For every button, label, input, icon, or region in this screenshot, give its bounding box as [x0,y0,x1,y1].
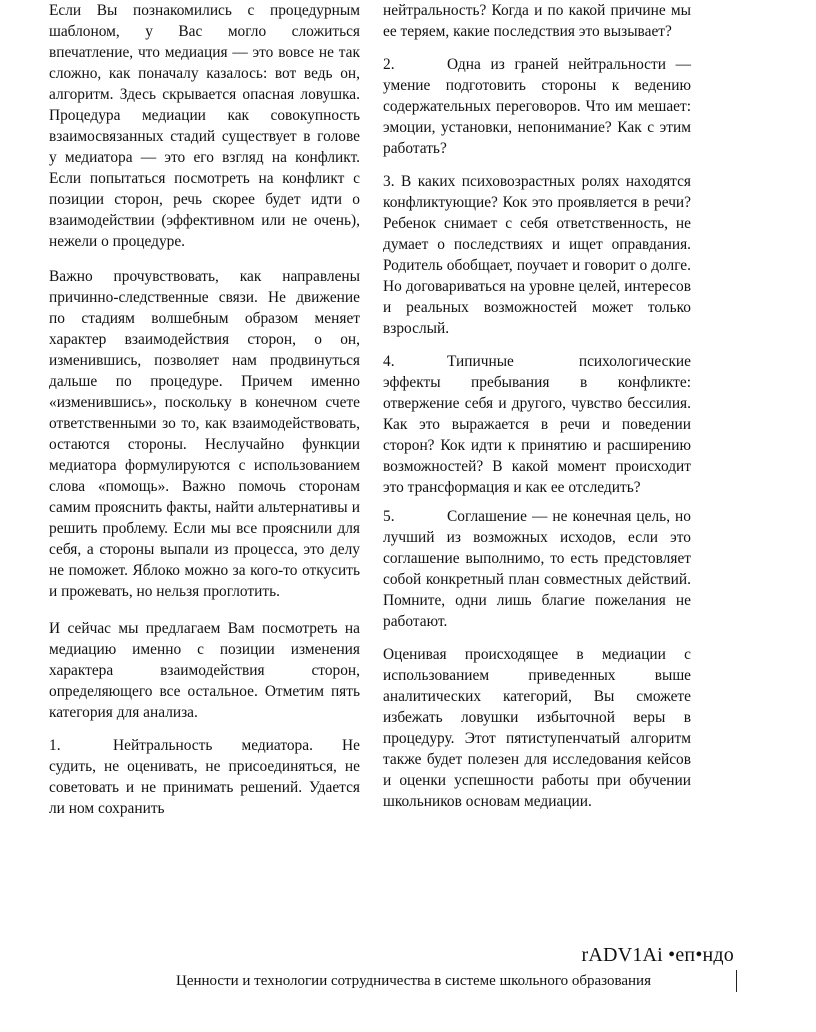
list-item-5 [383,506,691,632]
intro-paragraph: Если Вы познакомились с процедурным шаблоном, у Вас могло сложиться впечатление, что медиация — это вовсе не так сложно, как поначалу казалось: вот ведь он, алгоритм. Здесь скрывается опасная ловушка. Процедура медиации как совокупность взаимосвязанных стадий существует в голове у медиатора — это его взгляд на конфликт. Если попытаться посмотреть на конфликт с позиции сторон, речь скорее будет идти о взаимодействии (эффективном или не очень), нежели о процедуре. [49,2,360,250]
list-item-text: Нейтральность медиатора. Не судить, не оценивать, не присоединяться, не советовать и не принимать решений. Удается ли ном сохранить [49,737,360,817]
list-item-1-continued: нейтральность? Когда и по какой причине мы ее теряем, какие последствия это вызывает? [383,2,691,40]
list-item-text: Типичные психологические эффекты пребывания в конфликте: отвержение себя и другого, чувство бессилия. Как это выражается в речи и поведении сторон? Кок идти к принятию и расширению возможностей? В какой момент происходит это трансформация и как ее отследить? [383,353,691,496]
list-item-text: Соглашение — не конечная цель, но лучший из возможных исходов, если это соглашение выполнимо, то есть предстовляет собой конкретный план совместных действий. Помните, одни лишь благие пожелания не работают. [383,508,691,630]
list-item-4 [383,351,691,498]
footer-caption: Ценности и технологии сотрудничества в системе школьного образования [176,970,737,992]
list-number: 1. [49,737,61,754]
left-column [49,0,360,829]
list-number: 4. [383,353,395,370]
list-item-3: 3. В каких психовозрастных ролях находятся конфликтующие? Кок это проявляется в речи? Ребенок снимает с себя ответственность, не думает о последствиях и ищет оправдания. Родитель обобщает, поучает и говорит о долге. Но договариваться на уровне целей, интересов и реальных возможностей может только взрослый. [383,173,691,337]
conclusion-paragraph: Оценивая происходящее в медиации с использованием приведенных выше аналитических категорий, Вы сможете избежать ловушки избыточной веры в процедуру. Этот пятиступенчатый алгоритм также будет полезен для исследования кейсов и оценки успешности работы при обучении школьников основам медиации. [383,646,691,810]
list-item-text: Одна из граней нейтральности — умение подготовить стороны к ведению содержательных переговоров. Что им мешает: эмоции, установки, непонимание? Как с этим работать? [383,56,691,157]
list-item-1 [49,735,360,819]
right-column [383,0,691,822]
list-item-2 [383,54,691,159]
categories-intro-paragraph: И сейчас мы предлагаем Вам посмотреть на медиацию именно с позиции изменения характера взаимодействия сторон, определяющего все остальное. Отметим пять категория для анализа. [49,620,360,721]
list-number: 5. [383,508,395,525]
list-number: 2. [383,56,395,73]
footer-logo-text: rADV1Ai •еп•ндо [581,944,734,966]
causality-paragraph: Важно прочувствовать, как направлены причинно-следственные связи. Не движение по стадиям волшебным образом меняет характер взаимодействия сторон, о он, изменившись, позволяет нам продвинуться дальше по процедуре. Причем именно «изменившись», поскольку в конечном счете ответственными зо то, как взаимодействовать, остаются стороны. Неслучайно функции медиатора формулируются с использованием слова «помощь». Важно помочь сторонам самим прояснить факты, найти альтернативы и решить проблему. Если мы все прояснили для себя, а стороны выпали из процесса, это делу не поможет. Яблоко можно за кого-то откусить и прожевать, но нельзя проглотить. [49,268,360,600]
